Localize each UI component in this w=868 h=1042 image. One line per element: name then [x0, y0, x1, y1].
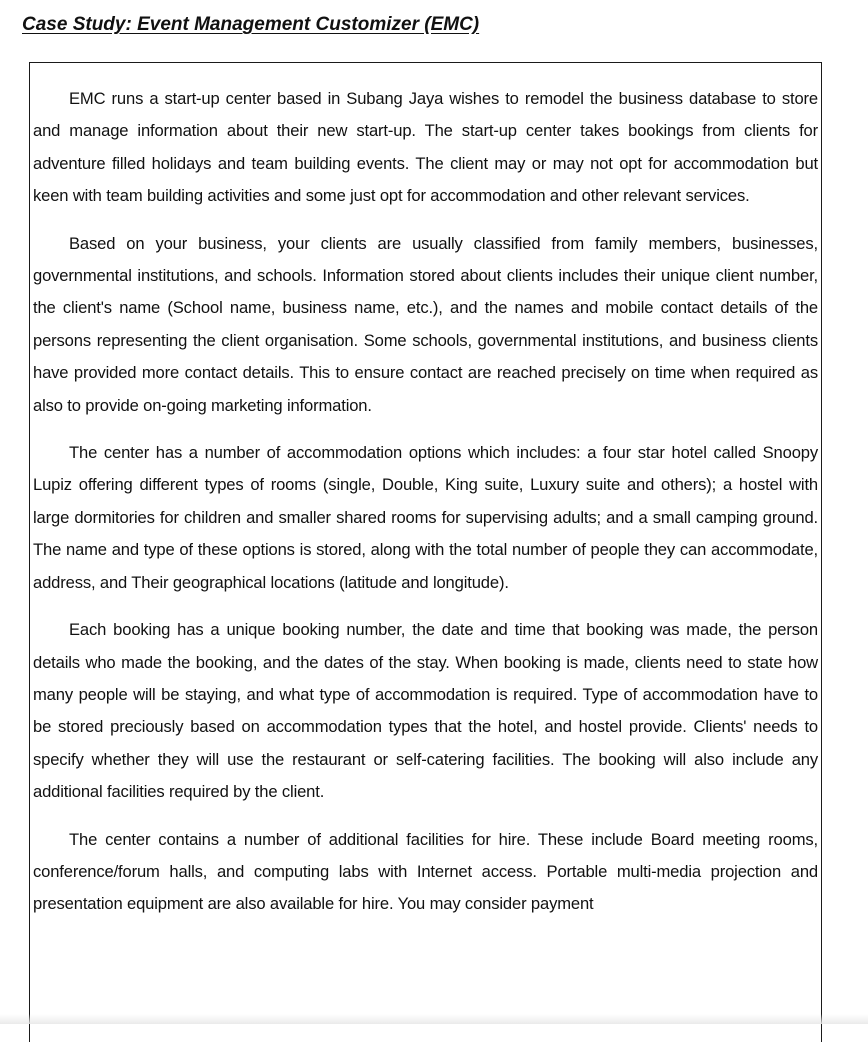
paragraph-bookings: Each booking has a unique booking number, the date and time that booking was made, the person details who made the booking, and the dates of the stay. When booking is made, clients need to state how many people will be staying, and what type of accommodation is required. Type of accommodation have to be stored preciously based on accommodation types that the hotel, and hostel provide. Clients' needs to specify whether they will use the restaurant or self-catering facilities. The booking will also include any additional facilities required by the client.: [33, 620, 818, 802]
document-title: Case Study: Event Management Customizer (EMC): [22, 14, 480, 35]
paragraph-facilities: The center contains a number of additional facilities for hire. These include Board meeting rooms, conference/forum halls, and computing labs with Internet access. Portable multi-media projection and presentation equipment are also available for hire. You may consider payment: [33, 829, 818, 914]
paragraph-accommodation: The center has a number of accommodation options which includes: a four star hotel called Snoopy Lupiz offering different types of rooms (single, Double, King suite, Luxury suite and others); a hostel with large dormitories for children and smaller shared rooms for supervising adults; and a small camping ground. The name and type of these options is stored, along with the total number of people they can accommodate, address, and Their geographical locations (latitude and longitude).: [33, 443, 818, 592]
paragraph-overview: EMC runs a start-up center based in Subang Jaya wishes to remodel the business database to store and manage information about their new start-up. The start-up center takes bookings from clients for adventure filled holidays and team building events. The client may or may not opt for accommodation but keen with team building activities and some just opt for accommodation and other relevant services.: [33, 89, 818, 206]
paragraph-clients: Based on your business, your clients are usually classified from family members, businesses, governmental institutions, and schools. Information stored about clients includes their unique client number, the client's name (School name, business name, etc.), and the names and mobile contact details of the persons representing the client organisation. Some schools, governmental institutions, and business clients have provided more contact details. This to ensure contact are reached precisely on time when required as also to provide on-going marketing information.: [33, 233, 818, 415]
bottom-fade: [0, 1014, 868, 1024]
case-study-box: [29, 62, 822, 1042]
